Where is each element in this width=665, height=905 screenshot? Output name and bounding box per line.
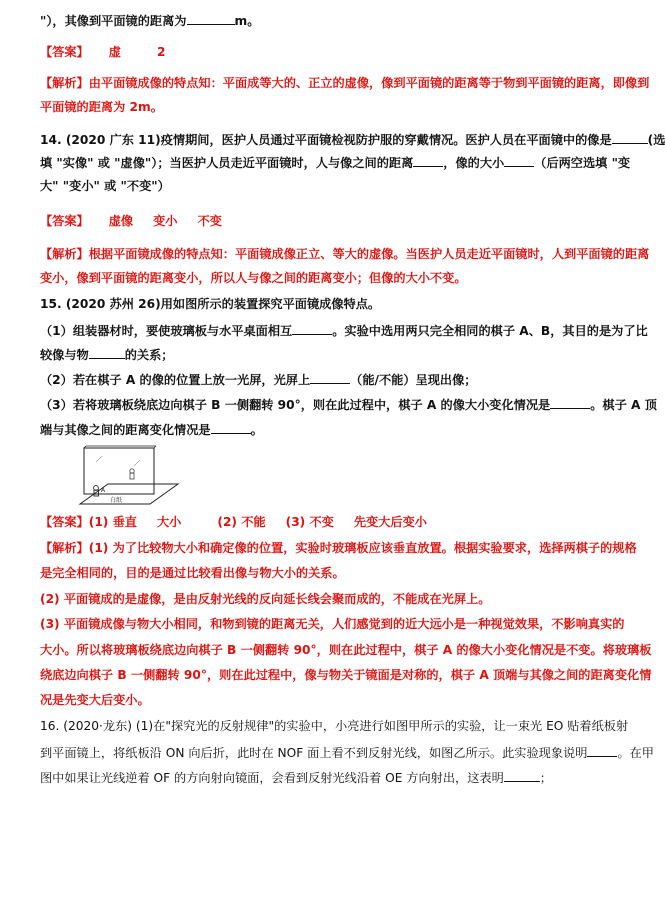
question-16-line-1: 16. (2020·龙东) (1)在"探究光的反射规律"的实验中，小亮进行如图甲所示的实验，让一束光 EO 贴着纸板射: [40, 719, 629, 733]
answer-blank[interactable]: [413, 154, 443, 167]
question-16-line-2: 到平面镜上，将纸板沿 ON 向后折，此时在 NOF 面上看不到反射光线，如图乙所示。此实验现象说明 。在甲: [40, 746, 654, 760]
glass-plate: [84, 448, 154, 494]
question-14-line-3: 大" "变小" 或 "不变"）: [40, 179, 170, 193]
answer-blank[interactable]: [89, 346, 125, 359]
answer-blank[interactable]: [587, 744, 617, 757]
explanation-13-line-2: 平面镜的距离为 2m。: [40, 100, 163, 114]
question-15-part-3-line-1: （3）若将玻璃板绕底边向棋子 B 一侧翻转 90°，则在此过程中，棋子 A 的像大小变化情况是 。棋子 A 顶: [40, 398, 657, 412]
answer-blank[interactable]: [612, 131, 648, 144]
label-white-paper: 白纸: [110, 497, 123, 504]
question-15-part-1-line-2: 较像与物 的关系；: [40, 348, 174, 362]
answer-blank[interactable]: [310, 371, 350, 384]
explanation-15-line-2: 是完全相同的，目的是通过比较看出像与物大小的关系。: [40, 566, 345, 580]
explanation-15-line-1: 【解析】(1) 为了比较物大小和确定像的位置，实验时玻璃板应该垂直放置。根据实验要求，选择两棋子的规格: [40, 541, 637, 555]
answer-blank[interactable]: [504, 154, 534, 167]
answer-blank[interactable]: [550, 396, 590, 409]
question-16-line-3: 图中如果让光线逆着 OF 的方向射向镜面，会看到反射光线沿着 OE 方向射出，这表明 ；: [40, 771, 552, 785]
answer-15: 【答案】(1) 垂直 大小 (2) 不能 (3) 不变 先变大后变小: [40, 515, 427, 529]
explanation-15-line-6: 绕底边向棋子 B 一侧翻转 90°，则在此过程中，像与物关于镜面是对称的，棋子 A 顶端与其像之间的距离变化情: [40, 668, 652, 682]
label-a: A: [101, 487, 106, 494]
question-15-part-1-line-1: （1）组装器材时，要使玻璃板与水平桌面相互 。实验中选用两只完全相同的棋子 A、B，其目的是为了比: [40, 324, 648, 338]
question-14-line-1: 14. (2020 广东 11)疫情期间，医护人员通过平面镜检视防护服的穿戴情况。医护人员在平面镜中的像是 (选: [40, 133, 665, 147]
explanation-15-line-4: (3) 平面镜成像与物大小相同，和物到镜的距离无关，人们感觉到的近大远小是一种视觉效果，不影响真实的: [40, 617, 625, 631]
explanation-13-line-1: 【解析】由平面镜成像的特点知：平面成等大的、正立的虚像，像到平面镜的距离等于物到平面镜的距离，即像到: [40, 76, 650, 90]
answer-blank[interactable]: [504, 769, 540, 782]
explanation-15-line-5: 大小。所以将玻璃板绕底边向棋子 B 一侧翻转 90°，则在此过程中，棋子 A 的像大小变化情况是不变。将玻璃板: [40, 643, 652, 657]
question-15-part-3-line-2: 端与其像之间的距离变化情况是 。: [40, 423, 263, 437]
mirror-experiment-figure: [74, 442, 184, 514]
chess-piece-b: [130, 469, 134, 479]
question-15-title: 15. (2020 苏州 26)用如图所示的装置探究平面镜成像特点。: [40, 297, 381, 311]
explanation-15-line-3: (2) 平面镜成的是虚像，是由反射光线的反向延长线会聚而成的，不能成在光屏上。: [40, 592, 491, 606]
answer-blank[interactable]: [292, 322, 332, 335]
answer-14: 【答案】 虚像 变小 不变: [40, 214, 222, 228]
question-14-line-2: 填 "实像" 或 "虚像"）；当医护人员走近平面镜时，人与像之间的距离 ，像的大小 （后两空选填 "变: [40, 156, 631, 170]
answer-blank[interactable]: [211, 421, 251, 434]
explanation-15-line-7: 况是先变大后变小。: [40, 693, 150, 707]
question-15-part-2: （2）若在棋子 A 的像的位置上放一光屏，光屏上 （能/不能）呈现出像；: [40, 373, 477, 387]
question-13-tail: "），其像到平面镜的距离为 m。: [40, 14, 260, 28]
explanation-14-line-1: 【解析】根据平面镜成像的特点知：平面镜成像正立、等大的虚像。当医护人员走近平面镜时，人到平面镜的距离: [40, 247, 650, 261]
explanation-14-line-2: 变小，像到平面镜的距离变小，所以人与像之间的距离变小；但像的大小不变。: [40, 271, 467, 285]
answer-13: 【答案】 虚 2: [40, 45, 166, 59]
answer-blank[interactable]: [187, 12, 235, 25]
